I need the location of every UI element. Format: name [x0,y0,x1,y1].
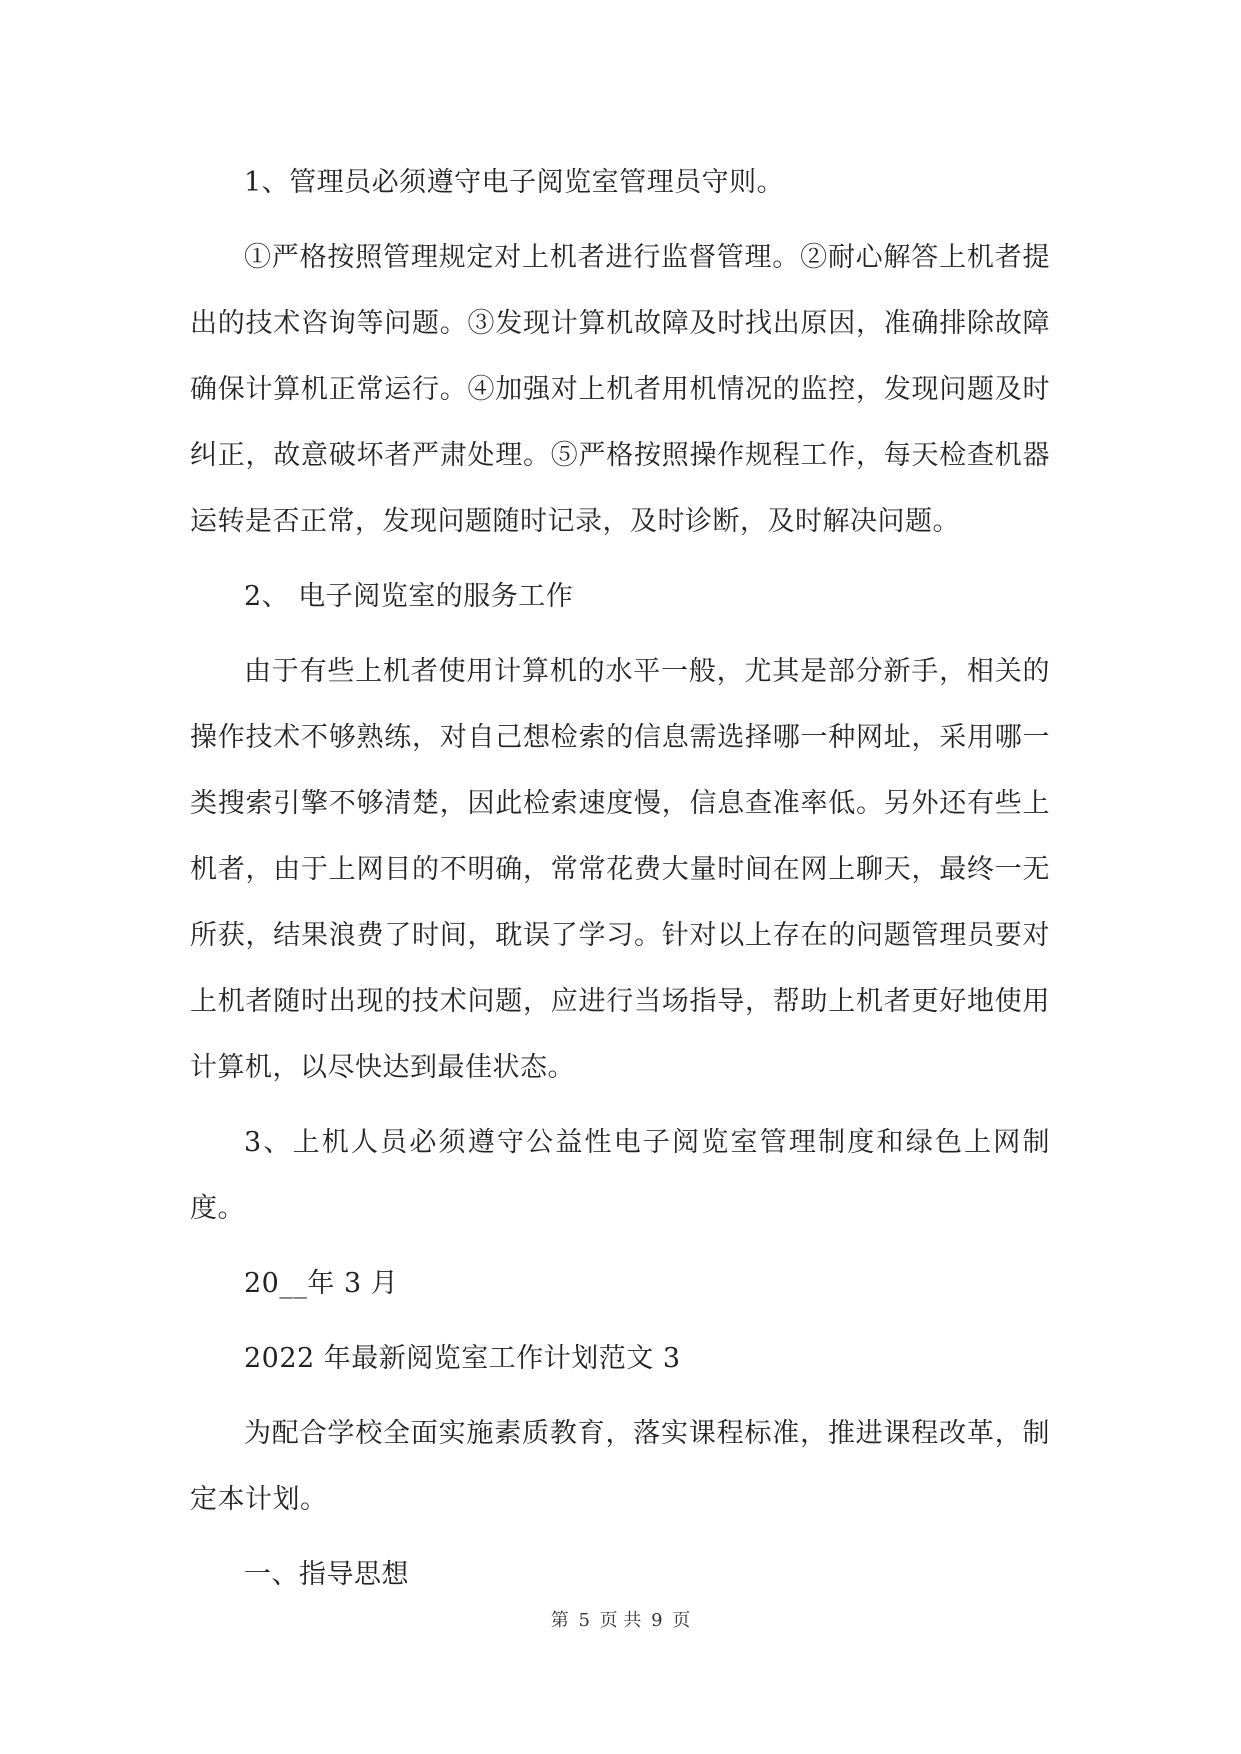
paragraph-section-title: 2022 年最新阅览室工作计划范文 3 [244,1343,681,1374]
paragraph-heading-guiding: 一、指导思想 [244,1559,409,1590]
paragraph-heading-service: 2、 电子阅览室的服务工作 [244,581,574,612]
footer-suffix: 页 [672,1610,691,1631]
document-body [190,150,1050,1617]
paragraph-service-detail: 由于有些上机者使用计算机的水平一般，尤其是部分新手，相关的操作技术不够熟练，对自己想检索的信息需选择哪一种网址，采用哪一类搜索引擎不够清楚，因此检索速度慢，信息查准率低。另外还有些上机者，由于上网目的不明确，常常花费大量时间在网上聊天，最终一无所获，结果浪费了时间，耽误了学习。针对以上存在的问题管理员要对上机者随时出现的技术问题，应进行当场指导，帮助上机者更好地使用计算机，以尽快达到最佳状态。 [190,656,1050,1083]
paragraph-rule-1: 1、管理员必须遵守电子阅览室管理员守则。 [244,167,785,198]
paragraph-duties: ①严格按照管理规定对上机者进行监督管理。②耐心解答上机者提出的技术咨询等问题。③发现计算机故障及时找出原因，准确排除故障确保计算机正常运行。④加强对上机者用机情况的监控，发现问题及时纠正，故意破坏者严肃处理。⑤严格按照操作规程工作，每天检查机器运转是否正常，发现问题随时记录，及时诊断，及时解决问题。 [190,242,1050,537]
paragraph-rule-3: 3、上机人员必须遵守公益性电子阅览室管理制度和绿色上网制度。 [190,1127,1050,1224]
footer-middle: 页 共 [599,1610,642,1631]
paragraph-intro: 为配合学校全面实施素质教育，落实课程标准，推进课程改革，制定本计划。 [190,1418,1050,1515]
footer-prefix: 第 [550,1610,569,1631]
footer-total-pages: 9 [651,1610,663,1631]
paragraph-date: 20__年 3 月 [244,1268,399,1299]
page-footer [0,1606,1241,1632]
footer-current-page: 5 [578,1610,590,1631]
